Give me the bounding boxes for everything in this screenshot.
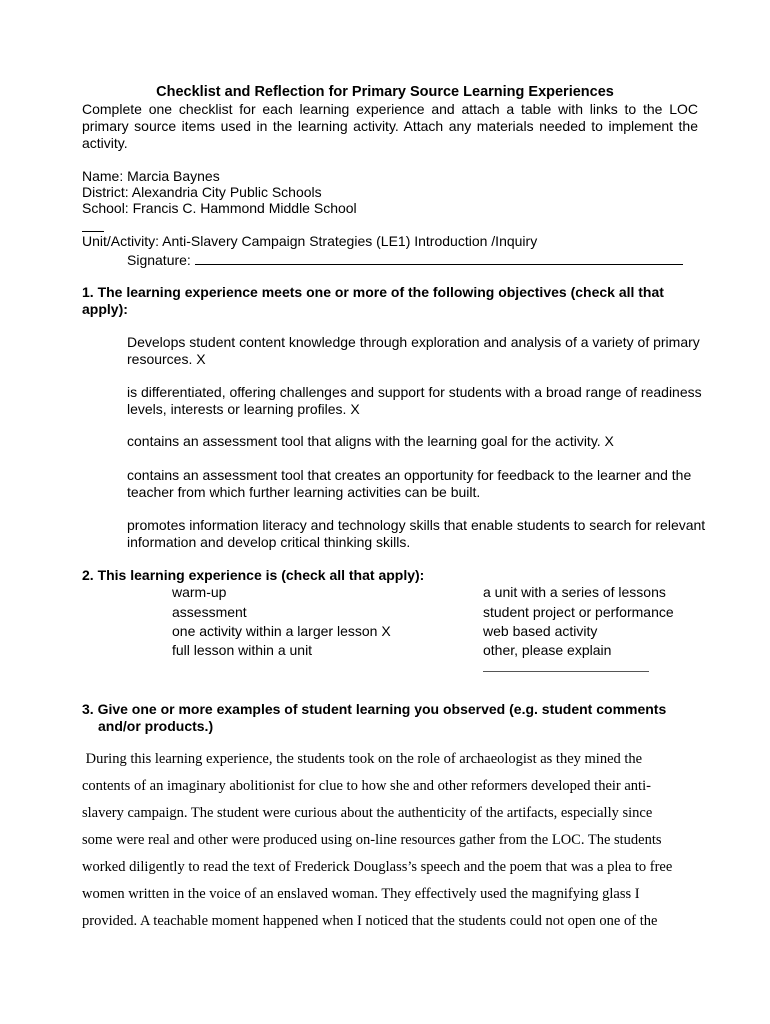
section3-heading-line2: and/or products.) xyxy=(98,718,214,734)
objective-item: contains an assessment tool that aligns with the learning goal for the activity. X xyxy=(127,433,614,449)
document-title: Checklist and Reflection for Primary Source Learning Experiences xyxy=(156,84,614,100)
section3-heading xyxy=(82,701,682,735)
section1-heading: 1. The learning experience meets one or more of the following objectives (check all that apply): xyxy=(82,284,664,317)
district-field: District: Alexandria City Public Schools xyxy=(82,184,322,200)
objective-item: is differentiated, offering challenges and support for students with a broad range of readiness levels, interests or learning profiles. X xyxy=(127,384,702,417)
reflection-line: contents of an imaginary abolitionist for clue to how she and other reformers developed their anti- xyxy=(82,778,651,794)
option-item: warm-up xyxy=(172,584,227,600)
reflection-line: some were real and other were produced using on-line resources gather from the LOC. The students xyxy=(82,832,662,848)
section2-heading: 2. This learning experience is (check all that apply): xyxy=(82,567,425,583)
reflection-paragraph xyxy=(82,746,702,935)
signature-line xyxy=(195,250,683,265)
option-item: assessment xyxy=(172,604,247,620)
option-item: other, please explain xyxy=(483,642,612,658)
signature-label: Signature: xyxy=(127,252,191,268)
objective-item: Develops student content knowledge through exploration and analysis of a variety of primary resources. X xyxy=(127,334,700,367)
intro-paragraph: Complete one checklist for each learning experience and attach a table with links to the LOC primary source items used in the learning activity. Attach any materials needed to implement the activity. xyxy=(82,101,698,151)
section3-heading-line1: 3. Give one or more examples of student learning you observed (e.g. student comments xyxy=(82,701,667,717)
school-field: School: Francis C. Hammond Middle School xyxy=(82,200,357,216)
option-item: student project or performance xyxy=(483,604,674,620)
objective-item: promotes information literacy and technology skills that enable students to search for relevant information and develop critical thinking skills. xyxy=(127,517,706,550)
name-field: Name: Marcia Baynes xyxy=(82,168,220,184)
reflection-line: worked diligently to read the text of Frederick Douglass’s speech and the poem that was a plea to free xyxy=(82,859,673,875)
unit-activity-field: Unit/Activity: Anti-Slavery Campaign Strategies (LE1) Introduction /Inquiry xyxy=(82,233,538,249)
option-item: web based activity xyxy=(483,623,598,639)
reflection-line: provided. A teachable moment happened when I noticed that the students could not open one of the xyxy=(82,913,658,929)
objective-item: contains an assessment tool that creates an opportunity for feedback to the learner and the teacher from which further learning activities can be built. xyxy=(127,467,692,500)
signature-row xyxy=(127,250,683,269)
short-divider xyxy=(82,231,104,232)
option-item: a unit with a series of lessons xyxy=(483,584,666,600)
reflection-line: slavery campaign. The student were curious about the authenticity of the artifacts, especially since xyxy=(82,805,653,821)
reflection-line: During this learning experience, the students took on the role of archaeologist as they mined the xyxy=(82,751,643,767)
option-item: full lesson within a unit xyxy=(172,642,313,658)
reflection-line: women written in the voice of an enslaved woman. They effectively used the magnifying glass I xyxy=(82,886,640,902)
other-explain-line xyxy=(483,671,649,672)
option-item: one activity within a larger lesson X xyxy=(172,623,391,639)
